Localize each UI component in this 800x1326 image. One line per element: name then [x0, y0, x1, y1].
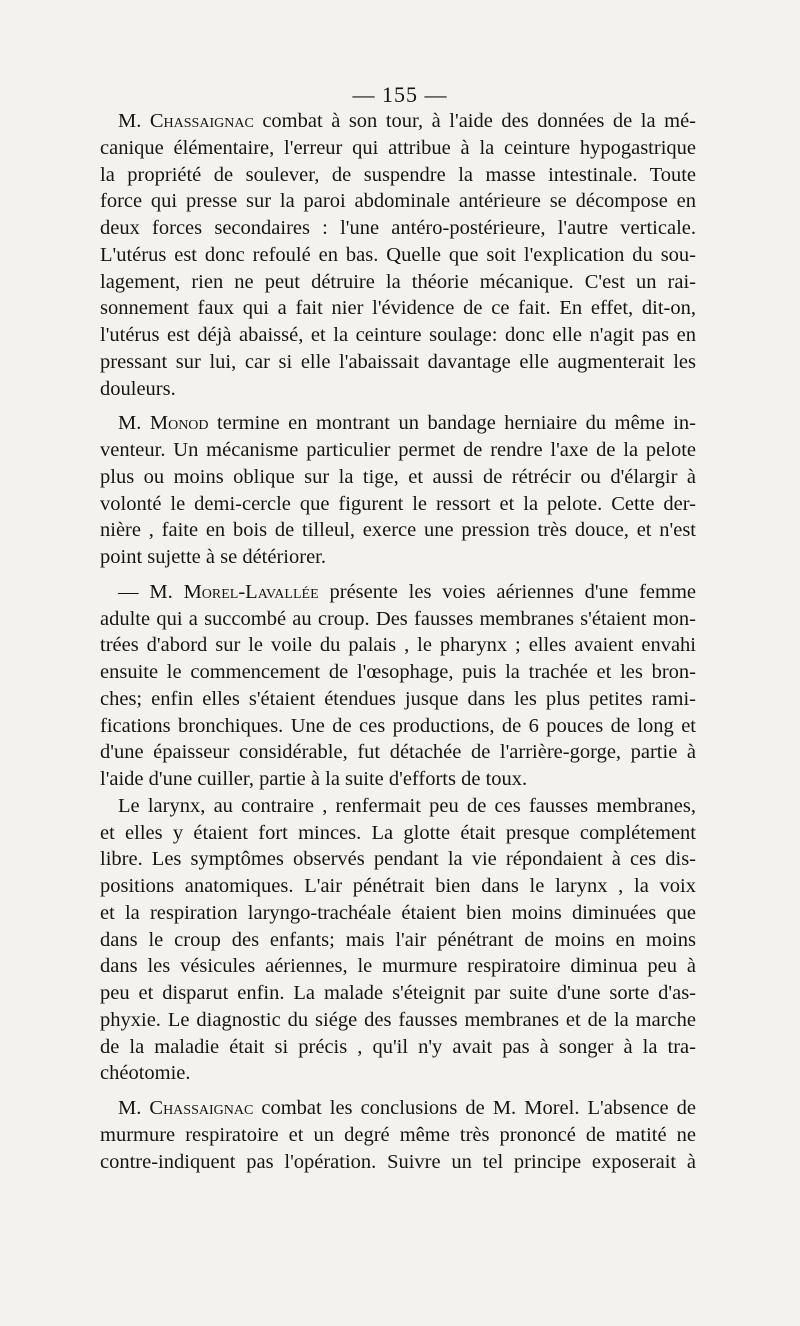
text-line [100, 1034, 696, 1061]
line-text: libre. Les symptômes observés pendant la vie répondaient à ces dis- [100, 848, 696, 871]
speaker-name: M. Morel-Lavallée [149, 580, 319, 603]
line-text: ches; enfin elles s'étaient étendues jusque dans les plus petites rami- [100, 687, 696, 710]
text-line [100, 793, 696, 820]
paragraph [100, 1095, 696, 1175]
text-line [100, 269, 696, 296]
text-line [100, 606, 696, 633]
line-text: point sujette à se détériorer. [100, 546, 326, 568]
text-line [100, 980, 696, 1007]
text-line [100, 900, 696, 927]
line-text: douleurs. [100, 377, 176, 400]
line-text: sonnement faux qui a fait nier l'évidence de ce fait. En effet, dit-on, [100, 297, 696, 320]
line-text: fications bronchiques. Une de ces productions, de 6 pouces de long et [100, 714, 696, 737]
text-line [100, 410, 696, 437]
line-text: volonté le demi-cercle que figurent le ressort et la pelote. Cette der- [100, 492, 696, 515]
line-text: l'utérus est déjà abaissé, et la ceinture soulage: donc elle n'agit pas en [100, 324, 696, 346]
line-text: canique élémentaire, l'erreur qui attribue à la ceinture hypogastrique [100, 136, 696, 159]
text-line [100, 491, 696, 518]
line-text: chéotomie. [100, 1062, 191, 1085]
line-text: ensuite le commencement de l'œsophage, puis la trachée et les bron- [100, 661, 696, 683]
dash-prefix: — [118, 580, 150, 603]
paragraph [100, 793, 696, 1087]
line-text: combat les conclusions de M. Morel. L'absence de [253, 1097, 696, 1119]
text-line [100, 135, 696, 162]
line-text: positions anatomiques. L'air pénétrait bien dans le larynx , la voix [100, 875, 696, 897]
text-line [100, 953, 696, 980]
line-text: deux forces secondaires : l'une antéro-postérieure, l'autre verticale. [100, 217, 696, 239]
text-line [100, 1060, 696, 1087]
text-line [100, 437, 696, 464]
text-line [100, 1149, 696, 1176]
line-text: force qui presse sur la paroi abdominale antérieure se décompose en [100, 190, 696, 213]
line-text: d'une épaisseur considérable, fut détachée de l'arrière-gorge, partie à [100, 741, 696, 764]
line-text: lagement, rien ne peut détruire la théorie mécanique. C'est un rai- [100, 270, 696, 293]
body-text [100, 108, 696, 1175]
text-line [100, 242, 696, 269]
text-line [100, 295, 696, 322]
text-line [100, 322, 696, 349]
line-text: venteur. Un mécanisme particulier permet de rendre l'axe de la pelote [100, 439, 696, 461]
line-text: contre-indiquent pas l'opération. Suivre un tel principe exposerait à [100, 1150, 696, 1173]
text-line [100, 1007, 696, 1034]
paragraph [100, 108, 696, 402]
line-text: nière , faite en bois de tilleul, exerce une pression très douce, et n'est [100, 519, 696, 542]
paragraph [100, 410, 696, 571]
line-text: dans le croup des enfants; mais l'air pénétrant de moins en moins [100, 928, 696, 951]
text-line [100, 464, 696, 491]
text-line [100, 927, 696, 954]
line-text: adulte qui a succombé au croup. Des fausses membranes s'étaient mon- [100, 607, 696, 630]
text-line [100, 162, 696, 189]
line-text: l'aide d'une cuiller, partie à la suite d'efforts de toux. [100, 768, 528, 790]
line-text: et la respiration laryngo-trachéale étaient bien moins diminuées que [100, 901, 696, 924]
line-text: phyxie. Le diagnostic du siége des fausses membranes et de la marche [100, 1008, 696, 1031]
text-line [100, 215, 696, 242]
text-line [100, 632, 696, 659]
line-text: plus ou moins oblique sur la tige, et aussi de rétrécir ou d'élargir à [100, 465, 696, 488]
line-text: présente les voies aériennes d'une femme [318, 580, 696, 603]
text-line [100, 686, 696, 713]
text-line [100, 544, 696, 571]
line-text: de la maladie était si précis , qu'il n'y avait pas à songer à la tra- [100, 1035, 696, 1058]
line-text: L'utérus est donc refoulé en bas. Quelle que soit l'explication du sou- [100, 243, 696, 266]
text-line [100, 108, 696, 135]
line-text: et elles y étaient fort minces. La glotte était presque complétement [100, 821, 696, 844]
text-line [100, 1095, 696, 1122]
line-text: dans les vésicules aériennes, le murmure respiratoire diminua peu à [100, 955, 696, 978]
text-line [100, 376, 696, 403]
text-line [100, 766, 696, 793]
text-line [100, 873, 696, 900]
page-number: — 155 — [352, 82, 448, 107]
text-line [100, 739, 696, 766]
line-text: peu et disparut enfin. La malade s'éteignit par suite d'une sorte d'as- [100, 982, 696, 1004]
text-line [100, 1122, 696, 1149]
line-text: la propriété de soulever, de suspendre la masse intestinale. Toute [100, 163, 696, 186]
line-text: pressant sur lui, car si elle l'abaissait davantage elle augmenterait les [100, 350, 696, 373]
text-line [100, 846, 696, 873]
speaker-name: M. Monod [118, 412, 209, 435]
text-line [100, 517, 696, 544]
line-text: murmure respiratoire et un degré même très prononcé de matité ne [100, 1123, 696, 1146]
line-text: termine en montrant un bandage herniaire du même in- [208, 412, 696, 435]
paragraph [100, 579, 696, 793]
text-line [100, 659, 696, 686]
text-line [100, 579, 696, 606]
text-line [100, 188, 696, 215]
line-text: Le larynx, au contraire , renfermait peu de ces fausses membranes, [118, 794, 696, 817]
text-line [100, 820, 696, 847]
text-line [100, 349, 696, 376]
speaker-name: M. Chassaignac [118, 1097, 254, 1119]
speaker-name: M. Chassaignac [118, 110, 254, 132]
line-text: combat à son tour, à l'aide des données de la mé- [253, 110, 697, 132]
line-text: trées d'abord sur le voile du palais , le pharynx ; elles avaient envahi [100, 634, 696, 657]
text-line [100, 713, 696, 740]
